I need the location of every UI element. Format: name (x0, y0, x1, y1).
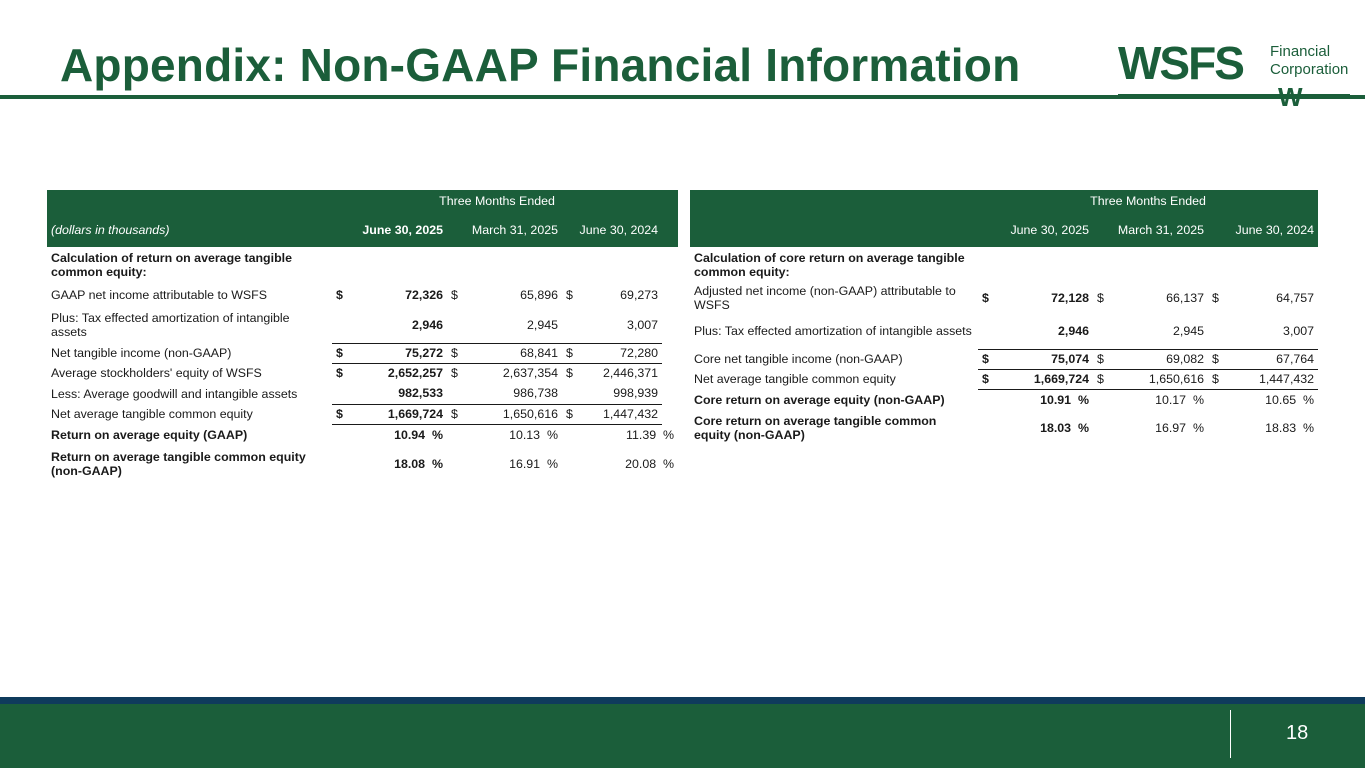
cell-value: 10.94 % (394, 428, 443, 443)
column-header: June 30, 2024 (1208, 212, 1318, 247)
roatce-table (47, 190, 678, 482)
currency-symbol: $ (336, 366, 343, 381)
row-label: Core return on average tangible common equity (non-GAAP) (694, 414, 937, 442)
table-row (47, 307, 678, 343)
cell-value: 11.39 % (626, 428, 675, 443)
row-label: Net average tangible common equity (694, 372, 896, 386)
currency-symbol: $ (451, 288, 458, 302)
cell-value: 72,326 (405, 288, 443, 302)
row-label: Less: Average goodwill and intangible assets (51, 386, 298, 401)
cell-value: 2,945 (1113, 313, 1208, 349)
currency-symbol: $ (1093, 369, 1113, 389)
units-label: (dollars in thousands) (47, 212, 332, 247)
currency-symbol: $ (332, 404, 352, 424)
cell-value: 69,273 (620, 288, 659, 302)
cell-value: 18.03 % (1040, 421, 1089, 435)
table-row (47, 283, 678, 307)
cell-value: 2,946 (998, 313, 1093, 349)
logo-w-mark: W (1278, 82, 1303, 112)
table-row (47, 446, 678, 482)
currency-symbol: $ (562, 404, 582, 424)
table-header-row (47, 190, 678, 212)
cell-value: 68,841 (467, 343, 562, 363)
cell-value: 2,652,257 (387, 366, 443, 381)
cell-value: 10.91 % (1040, 392, 1089, 407)
cell-value: 998,939 (582, 383, 662, 404)
column-header: March 31, 2025 (1093, 212, 1208, 247)
cell-value: 2,946 (352, 307, 447, 343)
table-row (690, 410, 1318, 446)
cell-value: 2,945 (467, 307, 562, 343)
cell-value: 75,272 (352, 343, 447, 363)
core-roatce-table (690, 190, 1318, 446)
column-header: June 30, 2025 (978, 212, 1093, 247)
logo-wordmark: WSFS (1118, 37, 1243, 89)
row-label: Core net tangible income (non-GAAP) (694, 352, 903, 366)
cell-value: 66,137 (1166, 291, 1204, 305)
section-label: Calculation of core return on average tangible common equity: (694, 251, 965, 279)
table-row (47, 363, 678, 383)
currency-symbol: $ (978, 369, 998, 389)
footer-divider (1230, 710, 1231, 758)
cell-value: 16.97 % (1155, 421, 1204, 435)
cell-value: 65,896 (520, 288, 558, 302)
cell-value: 3,007 (582, 307, 662, 343)
logo-underline (1118, 94, 1350, 96)
table-row (690, 313, 1318, 349)
cell-value: 10.17 % (1155, 392, 1204, 407)
currency-symbol: $ (447, 343, 467, 363)
cell-value: 10.65 % (1265, 392, 1315, 407)
row-label: Net average tangible common equity (51, 407, 253, 421)
currency-symbol: $ (1212, 291, 1219, 305)
cell-value: 67,764 (1228, 349, 1318, 369)
group-header: Three Months Ended (332, 190, 662, 212)
cell-value: 69,082 (1113, 349, 1208, 369)
company-logo (1118, 37, 1350, 116)
logo-subtitle (1270, 43, 1348, 79)
currency-symbol: $ (1208, 349, 1228, 369)
row-label: GAAP net income attributable to WSFS (51, 288, 268, 302)
cell-value: 1,447,432 (582, 404, 662, 424)
row-label: Return on average tangible common equity (non-GAAP) (51, 450, 306, 478)
cell-value: 72,280 (582, 343, 662, 363)
cell-value: 2,637,354 (502, 366, 558, 381)
cell-value: 1,669,724 (998, 369, 1093, 389)
cell-value: 1,669,724 (352, 404, 447, 424)
cell-value: 20.08 % (625, 457, 675, 471)
column-header: June 30, 2025 (332, 212, 447, 247)
currency-symbol: $ (562, 343, 582, 363)
footer-accent-band (0, 697, 1365, 704)
currency-symbol: $ (978, 349, 998, 369)
cell-value: 72,128 (1051, 291, 1089, 305)
table-row (47, 404, 678, 424)
section-row (47, 247, 678, 283)
currency-symbol: $ (1208, 369, 1228, 389)
cell-value: 1,447,432 (1228, 369, 1318, 389)
cell-value: 10.13 % (509, 428, 558, 443)
cell-value: 75,074 (998, 349, 1093, 369)
cell-value: 16.91 % (509, 457, 558, 471)
currency-symbol: $ (566, 288, 573, 302)
currency-symbol: $ (336, 288, 343, 302)
table-row (690, 349, 1318, 369)
logo-subtitle-line2: Corporation (1270, 61, 1349, 78)
cell-value: 1,650,616 (1113, 369, 1208, 389)
page-number: 18 (1286, 722, 1309, 744)
row-label: Plus: Tax effected amortization of intangible assets (51, 311, 290, 339)
cell-value: 18.08 % (394, 457, 443, 471)
table-row (690, 389, 1318, 410)
currency-symbol: $ (1097, 291, 1104, 305)
table-header-row (690, 212, 1318, 247)
page-title: Appendix: Non-GAAP Financial Information (60, 39, 1021, 91)
currency-symbol: $ (1093, 349, 1113, 369)
table-row (47, 424, 678, 446)
row-label: Return on average equity (GAAP) (51, 428, 248, 442)
cell-value: 64,757 (1276, 291, 1315, 305)
currency-symbol: $ (982, 291, 989, 305)
table-row (47, 383, 678, 404)
table-row (690, 369, 1318, 389)
cell-value: 982,533 (352, 383, 447, 404)
cell-value: 1,650,616 (467, 404, 562, 424)
logo-subtitle-line1: Financial (1270, 43, 1331, 60)
section-label: Calculation of return on average tangible common equity: (51, 251, 292, 279)
column-header: March 31, 2025 (447, 212, 562, 247)
table-row (47, 343, 678, 363)
row-label: Plus: Tax effected amortization of intangible assets (694, 324, 972, 338)
cell-value: 2,446,371 (602, 366, 659, 381)
column-header: June 30, 2024 (562, 212, 662, 247)
currency-symbol: $ (447, 404, 467, 424)
group-header: Three Months Ended (978, 190, 1318, 212)
row-label: Adjusted net income (non-GAAP) attributable to WSFS (694, 284, 956, 312)
row-label: Core return on average equity (non-GAAP) (694, 392, 945, 407)
section-row (690, 247, 1318, 283)
table-header-row (47, 212, 678, 247)
cell-value: 3,007 (1228, 313, 1318, 349)
cell-value: 18.83 % (1265, 421, 1315, 435)
row-label: Average stockholders' equity of WSFS (51, 366, 262, 380)
row-label: Net tangible income (non-GAAP) (51, 346, 232, 360)
table-row (690, 283, 1318, 313)
footer-bar (0, 704, 1365, 768)
currency-symbol: $ (566, 366, 573, 381)
cell-value: 986,738 (467, 383, 562, 404)
currency-symbol: $ (451, 366, 458, 381)
table-header-row (690, 190, 1318, 212)
currency-symbol: $ (332, 343, 352, 363)
